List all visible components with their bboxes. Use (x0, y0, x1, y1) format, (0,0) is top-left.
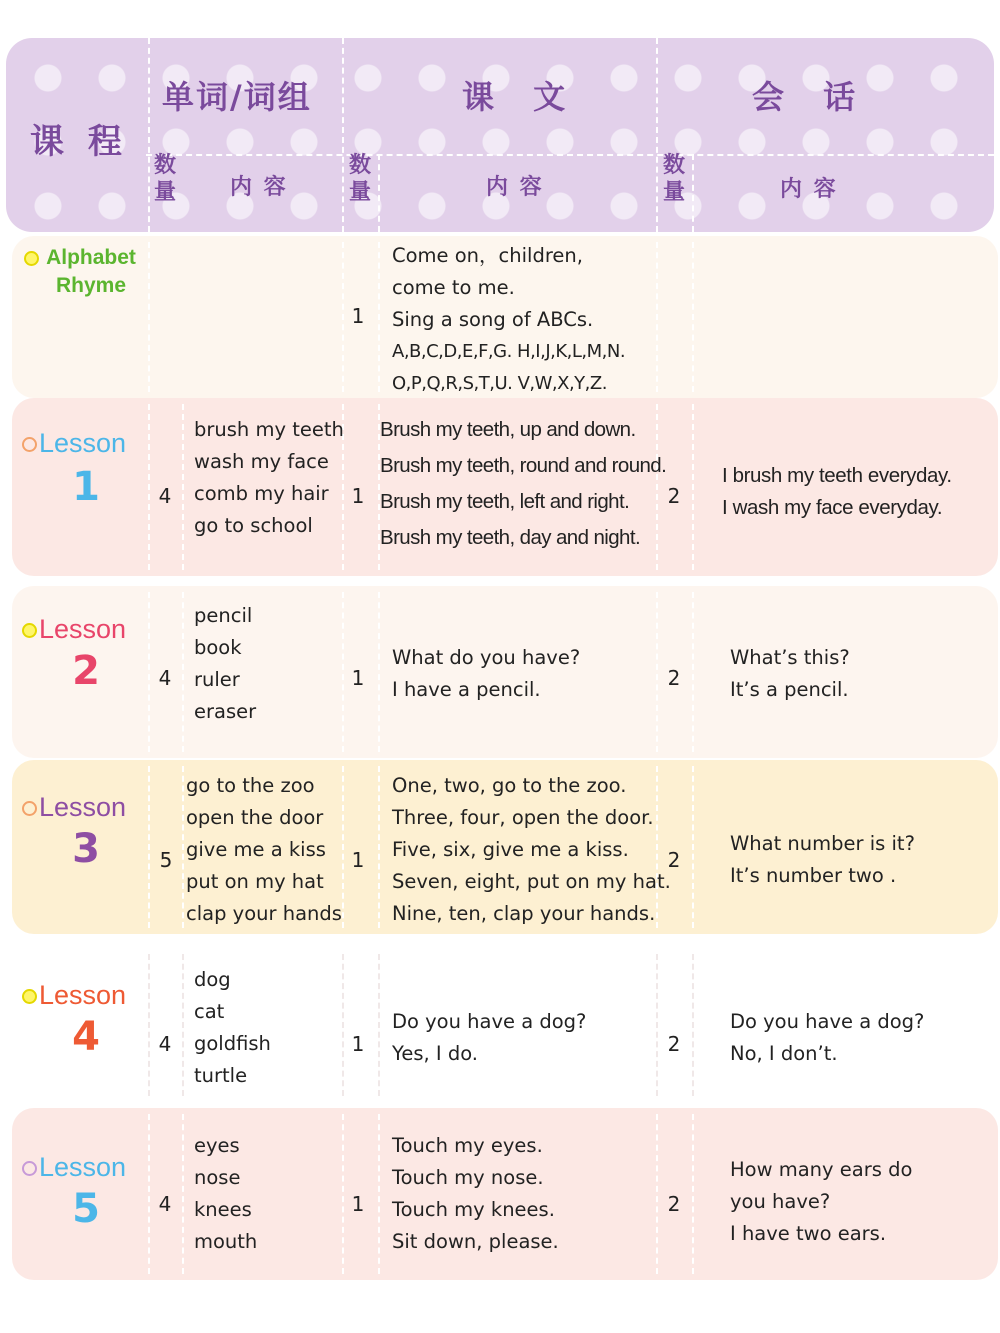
circle-icon (22, 1161, 37, 1176)
row-divider (148, 766, 150, 928)
row-divider (148, 1114, 150, 1274)
lesson-label: Lesson (22, 792, 126, 823)
row-divider (378, 242, 380, 392)
text-content: Come on，children, come to me. Sing a song of ABCs. A,B,C,D,E,F,G. H,I,J,K,L,M,N. O,P,Q,R,S,T,U. V,W,X,Y,Z. (392, 244, 626, 394)
header-divider (146, 154, 994, 156)
header-divider (656, 38, 658, 232)
header-course: 课 程 (30, 122, 128, 162)
header-dialog: 会 话 (752, 78, 870, 116)
word-count: 4 (158, 666, 172, 690)
row-lesson-1 (12, 398, 998, 576)
lesson-label: Lesson (22, 980, 126, 1011)
text-content: What do you have? I have a pencil. (392, 646, 581, 701)
row-divider (656, 954, 658, 1096)
circle-icon (22, 623, 37, 638)
lesson-number: 5 (72, 1186, 100, 1232)
dialog-content: What number is it? It’s number two . (730, 832, 915, 887)
dialog-count: 2 (667, 484, 681, 508)
header-divider (692, 154, 694, 232)
lesson-label: Lesson (22, 428, 126, 459)
row-divider (378, 954, 380, 1096)
row-divider (182, 592, 184, 752)
lesson-number: 3 (72, 826, 100, 872)
text-content: Touch my eyes. Touch my nose. Touch my knees. Sit down, please. (392, 1134, 559, 1253)
text-count: 1 (351, 666, 365, 690)
header-divider (148, 38, 150, 232)
alphabet-title: Alphabet Rhyme (46, 246, 136, 297)
row-divider (342, 1114, 344, 1274)
header-count-text: 数量 (348, 153, 371, 205)
word-count: 5 (159, 848, 173, 872)
row-divider (182, 766, 184, 928)
circle-icon (24, 251, 39, 266)
row-divider (342, 766, 344, 928)
row-lesson-2 (12, 586, 998, 758)
word-count: 4 (158, 1032, 172, 1056)
row-divider (182, 1114, 184, 1274)
row-divider (692, 592, 694, 752)
row-divider (182, 404, 184, 570)
lesson-label: Lesson (22, 614, 126, 645)
dialog-count: 2 (667, 848, 681, 872)
text-content: Do you have a dog? Yes, I do. (392, 1010, 587, 1065)
row-divider (692, 1114, 694, 1274)
row-alphabet (12, 236, 998, 398)
lesson-number: 1 (72, 464, 100, 510)
row-divider (692, 766, 694, 928)
text-count: 1 (351, 1032, 365, 1056)
word-list: brush my teeth wash my face comb my hair go to school (194, 418, 344, 537)
header-content-dialog: 内 容 (780, 177, 838, 202)
row-divider (148, 404, 150, 570)
row-divider (342, 954, 344, 1096)
row-divider (378, 1114, 380, 1274)
row-divider (182, 954, 184, 1096)
header-divider (342, 38, 344, 232)
dialog-content: Do you have a dog? No, I don’t. (730, 1010, 925, 1065)
text-content: One, two, go to the zoo. Three, four, open the door. Five, six, give me a kiss. Seven, eight, put on my hat. Nine, ten, clap your hands. (392, 774, 671, 925)
row-divider (656, 592, 658, 752)
row-divider (342, 242, 344, 392)
row-divider (148, 242, 150, 392)
text-content: Brush my teeth, up and down. Brush my teeth, round and round. Brush my teeth, left and right. Brush my teeth, day and night. (380, 418, 667, 549)
lesson-label: Lesson (22, 1152, 126, 1183)
row-lesson-4 (12, 948, 998, 1102)
row-divider (692, 404, 694, 570)
header-text: 课 文 (462, 78, 580, 116)
row-divider (378, 592, 380, 752)
row-divider (692, 954, 694, 1096)
row-divider (656, 242, 658, 392)
dialog-content: What’s this? It’s a pencil. (730, 646, 850, 701)
dialog-count: 2 (667, 1192, 681, 1216)
dialog-content: How many ears do you have? I have two ears. (730, 1158, 913, 1245)
circle-icon (22, 989, 37, 1004)
text-count: 1 (351, 1192, 365, 1216)
table-header (6, 38, 994, 232)
text-count: 1 (351, 848, 365, 872)
row-divider (378, 766, 380, 928)
header-content-text: 内 容 (486, 175, 544, 200)
circle-icon (22, 801, 37, 816)
lesson-number: 4 (72, 1014, 100, 1060)
row-divider (148, 592, 150, 752)
header-count-dialog: 数量 (662, 153, 685, 205)
word-list: go to the zoo open the door give me a kiss put on my hat clap your hands (186, 774, 342, 925)
row-divider (148, 954, 150, 1096)
word-count: 4 (158, 484, 172, 508)
dialog-count: 2 (667, 666, 681, 690)
header-count-words: 数量 (153, 153, 176, 205)
dialog-count: 2 (667, 1032, 681, 1056)
word-count: 4 (158, 1192, 172, 1216)
header-divider (378, 154, 380, 232)
header-words: 单词/词组 (162, 78, 312, 116)
row-divider (692, 242, 694, 392)
row-divider (656, 1114, 658, 1274)
word-list: dog cat goldfish turtle (194, 968, 271, 1087)
dialog-content: I brush my teeth everyday. I wash my face everyday. (722, 464, 952, 519)
text-count: 1 (351, 304, 365, 328)
row-lesson-3 (12, 760, 998, 934)
row-lesson-5 (12, 1108, 998, 1280)
word-list: pencil book ruler eraser (194, 604, 257, 723)
row-divider (342, 592, 344, 752)
word-list: eyes nose knees mouth (194, 1134, 258, 1253)
lesson-number: 2 (72, 648, 100, 694)
text-count: 1 (351, 484, 365, 508)
header-content-words: 内 容 (230, 175, 288, 200)
circle-icon (22, 437, 37, 452)
